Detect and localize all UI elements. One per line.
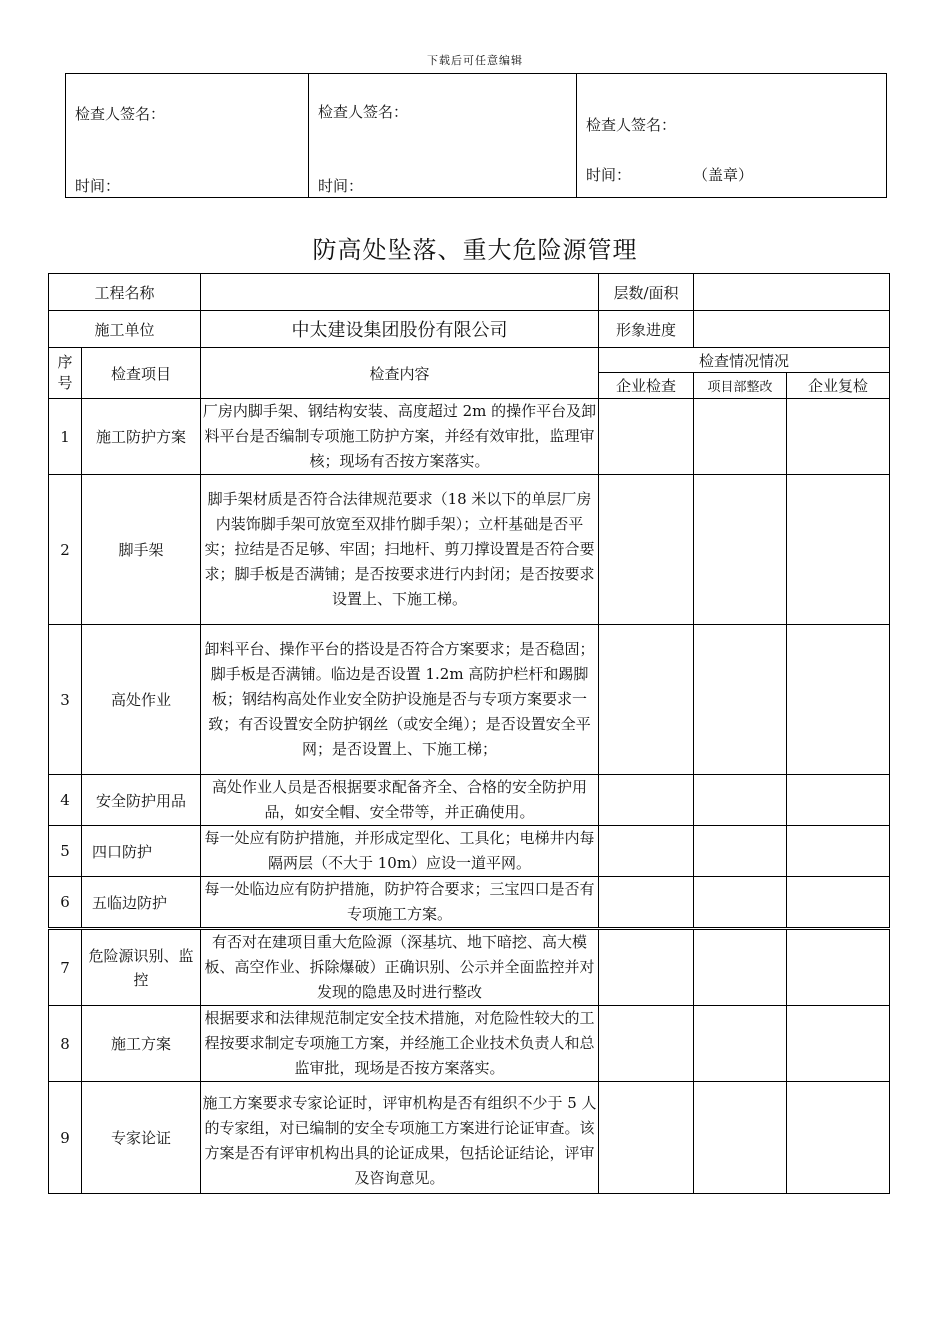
progress-value (694, 311, 890, 348)
signature-label: 检查人签名： (318, 103, 409, 121)
table-row (49, 877, 890, 929)
row-content: 厂房内脚手架、钢结构安装、高度超过 2m 的操作平台及卸料平台是否编制专项施工防护方案，并经有效审批，监理审核；现场有否按方案落实。 (201, 399, 599, 475)
row-item: 施工防护方案 (82, 399, 201, 475)
enterprise-recheck-cell (787, 877, 890, 929)
contractor-label: 施工单位 (49, 311, 201, 348)
time-label: 时间： (75, 177, 121, 195)
project-rectify-cell (694, 929, 787, 1006)
signature-cell-3 (577, 74, 886, 197)
row-content: 高处作业人员是否根据要求配备齐全、合格的安全防护用品，如安全帽、安全带等，并正确使用。 (201, 775, 599, 826)
project-rectify-header: 项目部整改 (694, 373, 787, 399)
info-row (49, 274, 890, 311)
row-content: 有否对在建项目重大危险源（深基坑、地下暗挖、高大模板、高空作业、拆除爆破）正确识别、公示并全面监控并对发现的隐患及时进行整改 (201, 929, 599, 1006)
row-item: 专家论证 (82, 1082, 201, 1194)
inspection-table (48, 273, 890, 1194)
enterprise-check-cell (599, 1006, 694, 1082)
project-rectify-cell (694, 877, 787, 929)
row-content: 每一处临边应有防护措施，防护符合要求；三宝四口是否有专项施工方案。 (201, 877, 599, 929)
table-row (49, 929, 890, 1006)
header-note: 下载后可任意编辑 (427, 54, 523, 67)
row-item: 施工方案 (82, 1006, 201, 1082)
row-item: 五临边防护 (82, 877, 201, 929)
project-name-label: 工程名称 (49, 274, 201, 311)
status-group-header: 检查情况情况 (599, 348, 890, 373)
row-number: 4 (49, 775, 82, 826)
enterprise-recheck-cell (787, 1082, 890, 1194)
project-rectify-cell (694, 775, 787, 826)
enterprise-recheck-cell (787, 475, 890, 625)
enterprise-check-cell (599, 929, 694, 1006)
row-item: 安全防护用品 (82, 775, 201, 826)
seq-header (49, 348, 82, 399)
row-content: 根据要求和法律规范制定安全技术措施，对危险性较大的工程按要求制定专项施工方案，并经施工企业技术负责人和总监审批，现场是否按方案落实。 (201, 1006, 599, 1082)
project-rectify-cell (694, 399, 787, 475)
progress-label: 形象进度 (599, 311, 694, 348)
enterprise-recheck-cell (787, 1006, 890, 1082)
row-number: 2 (49, 475, 82, 625)
row-item: 四口防护 (82, 826, 201, 877)
row-item: 脚手架 (82, 475, 201, 625)
signature-label: 检查人签名： (586, 116, 677, 134)
enterprise-check-cell (599, 1082, 694, 1194)
contractor-value: 中太建设集团股份有限公司 (201, 311, 599, 348)
project-rectify-cell (694, 826, 787, 877)
enterprise-recheck-cell (787, 775, 890, 826)
row-number: 1 (49, 399, 82, 475)
stamp-label: （盖章） (693, 166, 754, 184)
signature-cell-1 (66, 74, 309, 197)
content-header: 检查内容 (201, 348, 599, 399)
enterprise-check-cell (599, 399, 694, 475)
enterprise-recheck-cell (787, 929, 890, 1006)
enterprise-check-header: 企业检查 (599, 373, 694, 399)
signature-cell-2 (309, 74, 577, 197)
enterprise-check-cell (599, 775, 694, 826)
row-number: 5 (49, 826, 82, 877)
enterprise-recheck-cell (787, 625, 890, 775)
table-row (49, 826, 890, 877)
table-row (49, 399, 890, 475)
time-label: 时间： (586, 166, 632, 184)
table-row (49, 1006, 890, 1082)
row-number: 8 (49, 1006, 82, 1082)
table-row (49, 475, 890, 625)
enterprise-check-cell (599, 826, 694, 877)
row-content: 每一处应有防护措施，并形成定型化、工具化；电梯井内每隔两层（不大于 10m）应设一道平网。 (201, 826, 599, 877)
row-content: 施工方案要求专家论证时，评审机构是否有组织不少于 5 人的专家组，对已编制的安全专项施工方案进行论证审查。该方案是否有评审机构出具的论证成果，包括论证结论，评审及咨询意见。 (201, 1082, 599, 1194)
table-row (49, 775, 890, 826)
signature-table (65, 73, 887, 198)
enterprise-recheck-cell (787, 826, 890, 877)
row-number: 3 (49, 625, 82, 775)
row-item: 高处作业 (82, 625, 201, 775)
enterprise-recheck-cell (787, 399, 890, 475)
floors-area-label: 层数/面积 (599, 274, 694, 311)
column-header-row (49, 348, 890, 373)
floors-area-value (694, 274, 890, 311)
row-number: 7 (49, 929, 82, 1006)
enterprise-recheck-header: 企业复检 (787, 373, 890, 399)
seq-header-text: 序号 (57, 353, 73, 392)
enterprise-check-cell (599, 877, 694, 929)
project-rectify-cell (694, 1006, 787, 1082)
row-item: 危险源识别、监控 (82, 929, 201, 1006)
row-content: 脚手架材质是否符合法律规范要求（18 米以下的单层厂房内装饰脚手架可放宽至双排竹脚手架）；立杆基础是否平实；拉结是否足够、牢固；扫地杆、剪刀撑设置是否符合要求；脚手板是否满铺；是否按要求进行内封闭；是否按要求设置上、下施工梯。 (201, 475, 599, 625)
page-title: 防高处坠落、重大危险源管理 (312, 236, 638, 264)
enterprise-check-cell (599, 475, 694, 625)
project-rectify-cell (694, 1082, 787, 1194)
project-name-value (201, 274, 599, 311)
row-number: 9 (49, 1082, 82, 1194)
item-header: 检查项目 (82, 348, 201, 399)
row-content: 卸料平台、操作平台的搭设是否符合方案要求；是否稳固；脚手板是否满铺。临边是否设置 1.2m 高防护栏杆和踢脚板；钢结构高处作业安全防护设施是否与专项方案要求一致；有否设置安全防护钢丝（或安全绳）；是否设置安全平网；是否设置上、下施工梯； (201, 625, 599, 775)
table-row (49, 625, 890, 775)
project-rectify-cell (694, 625, 787, 775)
time-label: 时间： (318, 177, 364, 195)
project-rectify-cell (694, 475, 787, 625)
row-number: 6 (49, 877, 82, 929)
signature-label: 检查人签名： (75, 105, 166, 123)
table-row (49, 1082, 890, 1194)
enterprise-check-cell (599, 625, 694, 775)
info-row (49, 311, 890, 348)
